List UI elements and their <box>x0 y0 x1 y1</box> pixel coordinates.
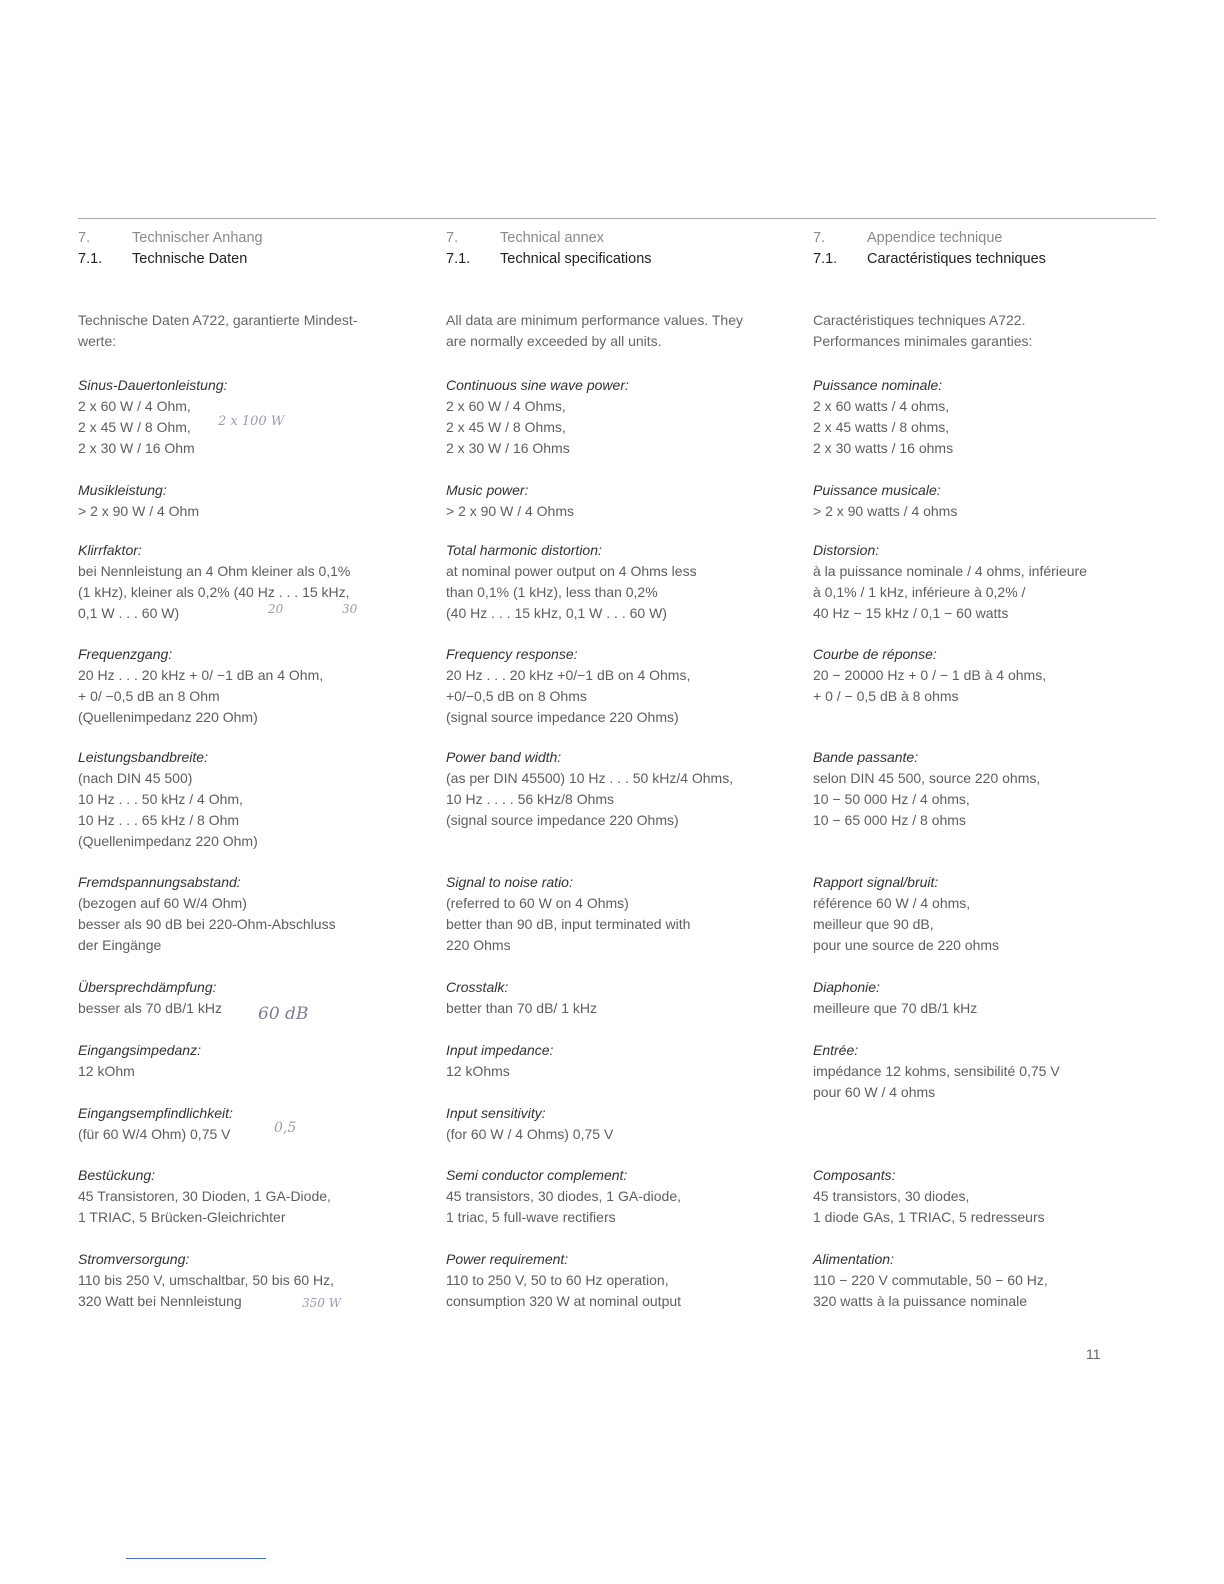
spec-label: Power requirement: <box>446 1251 569 1267</box>
spec-label: Bestückung: <box>78 1167 156 1183</box>
spec-value-line: (Quellenimpedanz 220 Ohm) <box>78 709 258 725</box>
spec-number: 7.1. <box>813 251 838 267</box>
spec-value-line: 2 x 45 W / 8 Ohm, <box>78 419 191 435</box>
spec-value-line: 45 Transistoren, 30 Dioden, 1 GA-Diode, <box>78 1188 331 1204</box>
spec-title: Technical specifications <box>500 251 652 267</box>
annex-heading <box>446 228 791 249</box>
spec-label: Semi conductor complement: <box>446 1167 628 1183</box>
spec-label: Musikleistung: <box>78 482 167 498</box>
spec-value-line: at nominal power output on 4 Ohms less <box>446 563 697 579</box>
spec-item <box>446 1040 791 1082</box>
spec-value-line: (für 60 W/4 Ohm) 0,75 V <box>78 1126 231 1142</box>
spec-item <box>446 977 791 1019</box>
spec-item <box>813 1040 1158 1103</box>
spec-value-line: 110 to 250 V, 50 to 60 Hz operation, <box>446 1272 669 1288</box>
spec-value-line: + 0 / − 0,5 dB à 8 ohms <box>813 688 959 704</box>
spec-label: Puissance musicale: <box>813 482 941 498</box>
spec-number: 7.1. <box>78 251 103 267</box>
spec-item <box>813 644 1158 707</box>
spec-heading <box>78 249 423 270</box>
spec-value-line: 2 x 30 W / 16 Ohms <box>446 440 570 456</box>
spec-value-line: +0/−0,5 dB on 8 Ohms <box>446 688 587 704</box>
spec-item <box>446 1249 791 1312</box>
spec-value-line: better than 90 dB, input terminated with <box>446 916 691 932</box>
spec-value-line: 2 x 30 watts / 16 ohms <box>813 440 954 456</box>
spec-value-line: 2 x 60 W / 4 Ohm, <box>78 398 191 414</box>
spec-item <box>446 1165 791 1228</box>
spec-value-line: 10 Hz . . . . 56 kHz/8 Ohms <box>446 791 615 807</box>
spec-item <box>78 872 423 956</box>
spec-value-line: 2 x 30 W / 16 Ohm <box>78 440 195 456</box>
spec-label: Continuous sine wave power: <box>446 377 629 393</box>
spec-value-line: than 0,1% (1 kHz), less than 0,2% <box>446 584 658 600</box>
spec-label: Leistungsbandbreite: <box>78 749 208 765</box>
spec-label: Sinus-Dauertonleistung: <box>78 377 228 393</box>
intro-line: Technische Daten A722, garantierte Mindest- <box>78 312 358 328</box>
spec-value-line: consumption 320 W at nominal output <box>446 1293 682 1309</box>
annex-title: Appendice technique <box>867 230 1003 246</box>
spec-item <box>78 747 423 852</box>
spec-value-line: (referred to 60 W on 4 Ohms) <box>446 895 629 911</box>
annex-title: Technischer Anhang <box>132 230 263 246</box>
spec-label: Distorsion: <box>813 542 880 558</box>
spec-value-line: 1 triac, 5 full-wave rectifiers <box>446 1209 616 1225</box>
spec-value-line: référence 60 W / 4 ohms, <box>813 895 971 911</box>
spec-value-line: 320 watts à la puissance nominale <box>813 1293 1028 1309</box>
spec-value-line: besser als 90 dB bei 220-Ohm-Abschluss <box>78 916 336 932</box>
intro-line: Performances minimales garanties: <box>813 333 1033 349</box>
spec-label: Klirrfaktor: <box>78 542 142 558</box>
spec-value-line: (as per DIN 45500) 10 Hz . . . 50 kHz/4 Ohms, <box>446 770 734 786</box>
spec-value-line: 10 Hz . . . 65 kHz / 8 Ohm <box>78 812 240 828</box>
spec-item <box>78 540 423 624</box>
spec-label: Courbe de réponse: <box>813 646 937 662</box>
annex-number: 7. <box>813 230 826 246</box>
spec-label: Input impedance: <box>446 1042 554 1058</box>
spec-item <box>813 1165 1158 1228</box>
spec-value-line: meilleure que 70 dB/1 kHz <box>813 1000 978 1016</box>
intro-text <box>446 310 791 352</box>
spec-label: Music power: <box>446 482 529 498</box>
spec-value-line: (Quellenimpedanz 220 Ohm) <box>78 833 258 849</box>
spec-item <box>446 872 791 956</box>
spec-value-line: meilleur que 90 dB, <box>813 916 934 932</box>
spec-value-line: der Eingänge <box>78 937 162 953</box>
spec-item <box>813 747 1158 831</box>
handwritten-note: 60 dB <box>258 1004 309 1024</box>
spec-item <box>78 1103 423 1145</box>
spec-value-line: 10 − 65 000 Hz / 8 ohms <box>813 812 966 828</box>
footer-line <box>126 1558 266 1559</box>
spec-item <box>813 480 1158 522</box>
spec-value-line: > 2 x 90 watts / 4 ohms <box>813 503 958 519</box>
spec-value-line: à 0,1% / 1 kHz, inférieure à 0,2% / <box>813 584 1026 600</box>
column-english <box>446 228 791 1309</box>
spec-value-line: 2 x 45 watts / 8 ohms, <box>813 419 950 435</box>
spec-item <box>813 375 1158 459</box>
spec-value-line: 0,1 W . . . 60 W) <box>78 605 180 621</box>
spec-value-line: + 0/ −0,5 dB an 8 Ohm <box>78 688 220 704</box>
spec-value-line: better than 70 dB/ 1 kHz <box>446 1000 597 1016</box>
spec-value-line: 2 x 45 W / 8 Ohms, <box>446 419 566 435</box>
spec-value-line: 20 Hz . . . 20 kHz + 0/ −1 dB an 4 Ohm, <box>78 667 324 683</box>
spec-title: Technische Daten <box>132 251 248 267</box>
spec-value-line: (nach DIN 45 500) <box>78 770 193 786</box>
intro-text <box>813 310 1158 352</box>
spec-label: Crosstalk: <box>446 979 509 995</box>
intro-line: All data are minimum performance values. They <box>446 312 743 328</box>
handwritten-note: 2 x 100 W <box>218 414 285 429</box>
spec-label: Eingangsimpedanz: <box>78 1042 201 1058</box>
page-number: 11 <box>1086 1346 1101 1362</box>
spec-value-line: pour une source de 220 ohms <box>813 937 1000 953</box>
spec-label: Composants: <box>813 1167 896 1183</box>
spec-label: Frequency response: <box>446 646 578 662</box>
spec-value-line: 1 diode GAs, 1 TRIAC, 5 redresseurs <box>813 1209 1045 1225</box>
spec-item <box>446 747 791 831</box>
spec-label: Total harmonic distortion: <box>446 542 602 558</box>
spec-label: Eingangsempfindlichkeit: <box>78 1105 233 1121</box>
spec-item <box>446 375 791 459</box>
spec-item <box>446 480 791 522</box>
spec-value-line: impédance 12 kohms, sensibilité 0,75 V <box>813 1063 1060 1079</box>
handwritten-note: 30 <box>342 602 358 616</box>
annex-heading <box>78 228 423 249</box>
spec-item <box>813 540 1158 624</box>
spec-item <box>813 977 1158 1019</box>
spec-value-line: 2 x 60 watts / 4 ohms, <box>813 398 950 414</box>
spec-number: 7.1. <box>446 251 471 267</box>
spec-label: Power band width: <box>446 749 562 765</box>
spec-label: Alimentation: <box>813 1251 894 1267</box>
spec-value-line: 45 transistors, 30 diodes, <box>813 1188 970 1204</box>
spec-value-line: (1 kHz), kleiner als 0,2% (40 Hz . . . 15 kHz, <box>78 584 350 600</box>
spec-label: Übersprechdämpfung: <box>78 979 217 995</box>
intro-text <box>78 310 423 352</box>
spec-label: Frequenzgang: <box>78 646 173 662</box>
spec-label: Fremdspannungsabstand: <box>78 874 241 890</box>
spec-item <box>446 1103 791 1145</box>
annex-number: 7. <box>446 230 459 246</box>
spec-value-line: (for 60 W / 4 Ohms) 0,75 V <box>446 1126 614 1142</box>
annex-heading <box>813 228 1158 249</box>
intro-line: Caractéristiques techniques A722. <box>813 312 1026 328</box>
spec-item <box>813 872 1158 956</box>
spec-label: Puissance nominale: <box>813 377 943 393</box>
spec-label: Signal to noise ratio: <box>446 874 573 890</box>
spec-value-line: 10 Hz . . . 50 kHz / 4 Ohm, <box>78 791 243 807</box>
spec-label: Rapport signal/bruit: <box>813 874 939 890</box>
spec-value-line: 10 − 50 000 Hz / 4 ohms, <box>813 791 970 807</box>
spec-value-line: besser als 70 dB/1 kHz <box>78 1000 222 1016</box>
spec-value-line: bei Nennleistung an 4 Ohm kleiner als 0,1% <box>78 563 351 579</box>
spec-item <box>813 1249 1158 1312</box>
spec-value-line: 110 − 220 V commutable, 50 − 60 Hz, <box>813 1272 1048 1288</box>
spec-item <box>446 540 791 624</box>
spec-value-line: 20 Hz . . . 20 kHz +0/−1 dB on 4 Ohms, <box>446 667 691 683</box>
spec-value-line: (signal source impedance 220 Ohms) <box>446 812 679 828</box>
spec-item <box>446 644 791 728</box>
top-rule <box>78 218 1156 219</box>
handwritten-note: 350 W <box>302 1296 342 1310</box>
spec-value-line: selon DIN 45 500, source 220 ohms, <box>813 770 1041 786</box>
handwritten-note: 20 <box>268 602 284 616</box>
spec-item <box>78 644 423 728</box>
spec-value-line: (40 Hz . . . 15 kHz, 0,1 W . . . 60 W) <box>446 605 667 621</box>
spec-value-line: > 2 x 90 W / 4 Ohms <box>446 503 574 519</box>
spec-value-line: 220 Ohms <box>446 937 511 953</box>
spec-item <box>78 1249 423 1312</box>
spec-value-line: 40 Hz − 15 kHz / 0,1 − 60 watts <box>813 605 1009 621</box>
spec-value-line: (signal source impedance 220 Ohms) <box>446 709 679 725</box>
spec-item <box>78 480 423 522</box>
spec-value-line: pour 60 W / 4 ohms <box>813 1084 936 1100</box>
annex-number: 7. <box>78 230 91 246</box>
spec-value-line: 12 kOhm <box>78 1063 135 1079</box>
spec-heading <box>446 249 791 270</box>
spec-value-line: 320 Watt bei Nennleistung <box>78 1293 242 1309</box>
spec-value-line: 45 transistors, 30 diodes, 1 GA-diode, <box>446 1188 682 1204</box>
spec-label: Entrée: <box>813 1042 859 1058</box>
spec-label: Input sensitivity: <box>446 1105 546 1121</box>
spec-label: Stromversorgung: <box>78 1251 190 1267</box>
column-french <box>813 228 1158 1309</box>
intro-line: are normally exceeded by all units. <box>446 333 662 349</box>
spec-value-line: 20 − 20000 Hz + 0 / − 1 dB à 4 ohms, <box>813 667 1047 683</box>
spec-value-line: 2 x 60 W / 4 Ohms, <box>446 398 566 414</box>
spec-value-line: > 2 x 90 W / 4 Ohm <box>78 503 199 519</box>
spec-heading <box>813 249 1158 270</box>
spec-value-line: 110 bis 250 V, umschaltbar, 50 bis 60 Hz, <box>78 1272 335 1288</box>
spec-value-line: (bezogen auf 60 W/4 Ohm) <box>78 895 247 911</box>
spec-label: Diaphonie: <box>813 979 880 995</box>
spec-value-line: 1 TRIAC, 5 Brücken-Gleichrichter <box>78 1209 286 1225</box>
spec-value-line: à la puissance nominale / 4 ohms, inférieure <box>813 563 1087 579</box>
spec-item <box>78 1165 423 1228</box>
spec-label: Bande passante: <box>813 749 919 765</box>
intro-line: werte: <box>78 333 117 349</box>
handwritten-note: 0,5 <box>274 1120 297 1136</box>
spec-item <box>78 977 423 1019</box>
annex-title: Technical annex <box>500 230 604 246</box>
spec-item <box>78 1040 423 1082</box>
spec-value-line: 12 kOhms <box>446 1063 510 1079</box>
spec-title: Caractéristiques techniques <box>867 251 1046 267</box>
